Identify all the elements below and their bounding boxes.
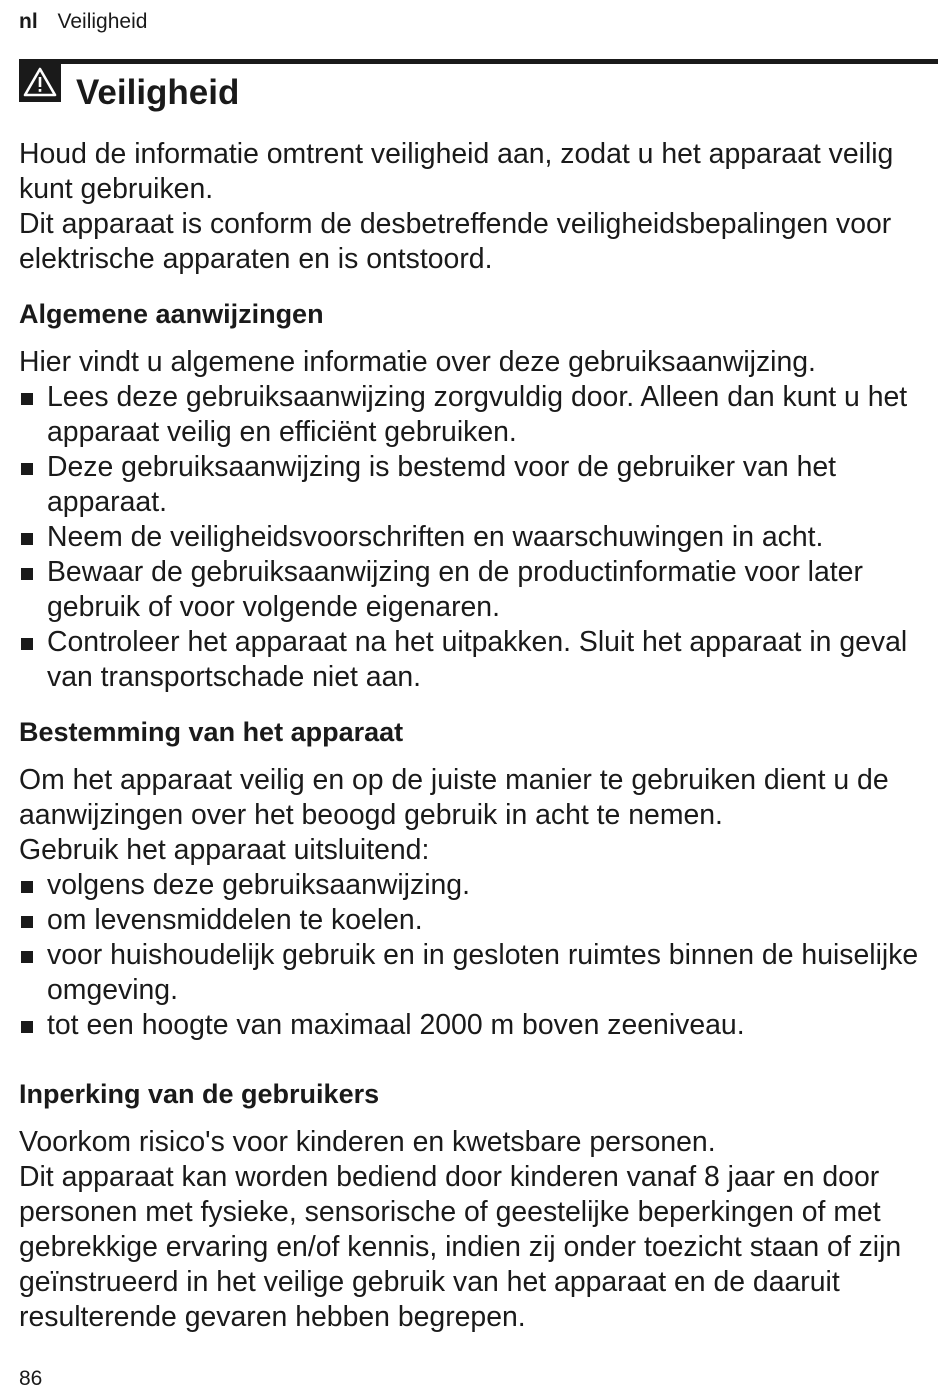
bullet-square-icon: [21, 638, 33, 650]
intro-paragraph: Houd de informatie omtrent veiligheid aan, zodat u het apparaat veilig kunt gebruiken.: [19, 138, 894, 205]
list-item: Deze gebruiksaanwijzing is bestemd voor de gebruiker van het apparaat.: [19, 450, 944, 520]
list-item: Controleer het apparaat na het uitpakken. Sluit het apparaat in geval van transportschade niet aan.: [19, 625, 944, 695]
bullet-square-icon: [21, 533, 33, 545]
running-header: [19, 9, 147, 35]
page-number: 86: [19, 1367, 43, 1390]
bullet-square-icon: [21, 951, 33, 963]
warning-icon: [19, 62, 61, 102]
general-list: [19, 380, 944, 695]
bullet-square-icon: [21, 916, 33, 928]
purpose-lead-2: Gebruik het apparaat uitsluitend:: [19, 834, 430, 866]
bullet-square-icon: [21, 393, 33, 405]
purpose-list: [19, 868, 944, 1043]
list-item: tot een hoogte van maximaal 2000 m boven zeeniveau.: [19, 1008, 944, 1043]
page-title: Veiligheid: [76, 73, 240, 112]
heading-general: Algemene aanwijzingen: [19, 299, 324, 329]
heading-restriction: Inperking van de gebruikers: [19, 1079, 380, 1109]
bullet-square-icon: [21, 568, 33, 580]
bullet-square-icon: [21, 463, 33, 475]
main-content: [19, 137, 944, 1335]
restriction-paragraph: Voorkom risico's voor kinderen en kwetsbare personen.: [19, 1126, 716, 1158]
bullet-square-icon: [21, 881, 33, 893]
section-rule: [19, 59, 938, 64]
general-lead: Hier vindt u algemene informatie over deze gebruiksaanwijzing.: [19, 346, 816, 378]
bullet-square-icon: [21, 1021, 33, 1033]
purpose-lead: Om het apparaat veilig en op de juiste manier te gebruiken dient u de aanwijzingen over het beoogd gebruik in acht te nemen.: [19, 764, 889, 831]
list-item: om levensmiddelen te koelen.: [19, 903, 944, 938]
list-item: volgens deze gebruiksaanwijzing.: [19, 868, 944, 903]
list-item: Bewaar de gebruiksaanwijzing en de productinformatie voor later gebruik of voor volgende eigenaren.: [19, 555, 944, 625]
list-item: voor huishoudelijk gebruik en in gesloten ruimtes binnen de huiselijke omgeving.: [19, 938, 944, 1008]
list-item: Lees deze gebruiksaanwijzing zorgvuldig door. Alleen dan kunt u het apparaat veilig en efficiënt gebruiken.: [19, 380, 944, 450]
list-item: Neem de veiligheidsvoorschriften en waarschuwingen in acht.: [19, 520, 944, 555]
restriction-paragraph: Dit apparaat kan worden bediend door kinderen vanaf 8 jaar en door personen met fysieke, sensorische of geestelijke beperkingen of met gebrekkige ervaring en/of kennis, indien zij onder toezicht staan of zijn geïnstrueerd in het veilige gebruik van het apparaat en de daaruit resulterende gevaren hebben begrepen.: [19, 1161, 902, 1333]
header-section: Veiligheid: [57, 10, 148, 33]
language-code: nl: [19, 10, 38, 33]
intro-paragraph: Dit apparaat is conform de desbetreffende veiligheidsbepalingen voor elektrische apparaten en is ontstoord.: [19, 208, 892, 275]
heading-purpose: Bestemming van het apparaat: [19, 717, 404, 747]
